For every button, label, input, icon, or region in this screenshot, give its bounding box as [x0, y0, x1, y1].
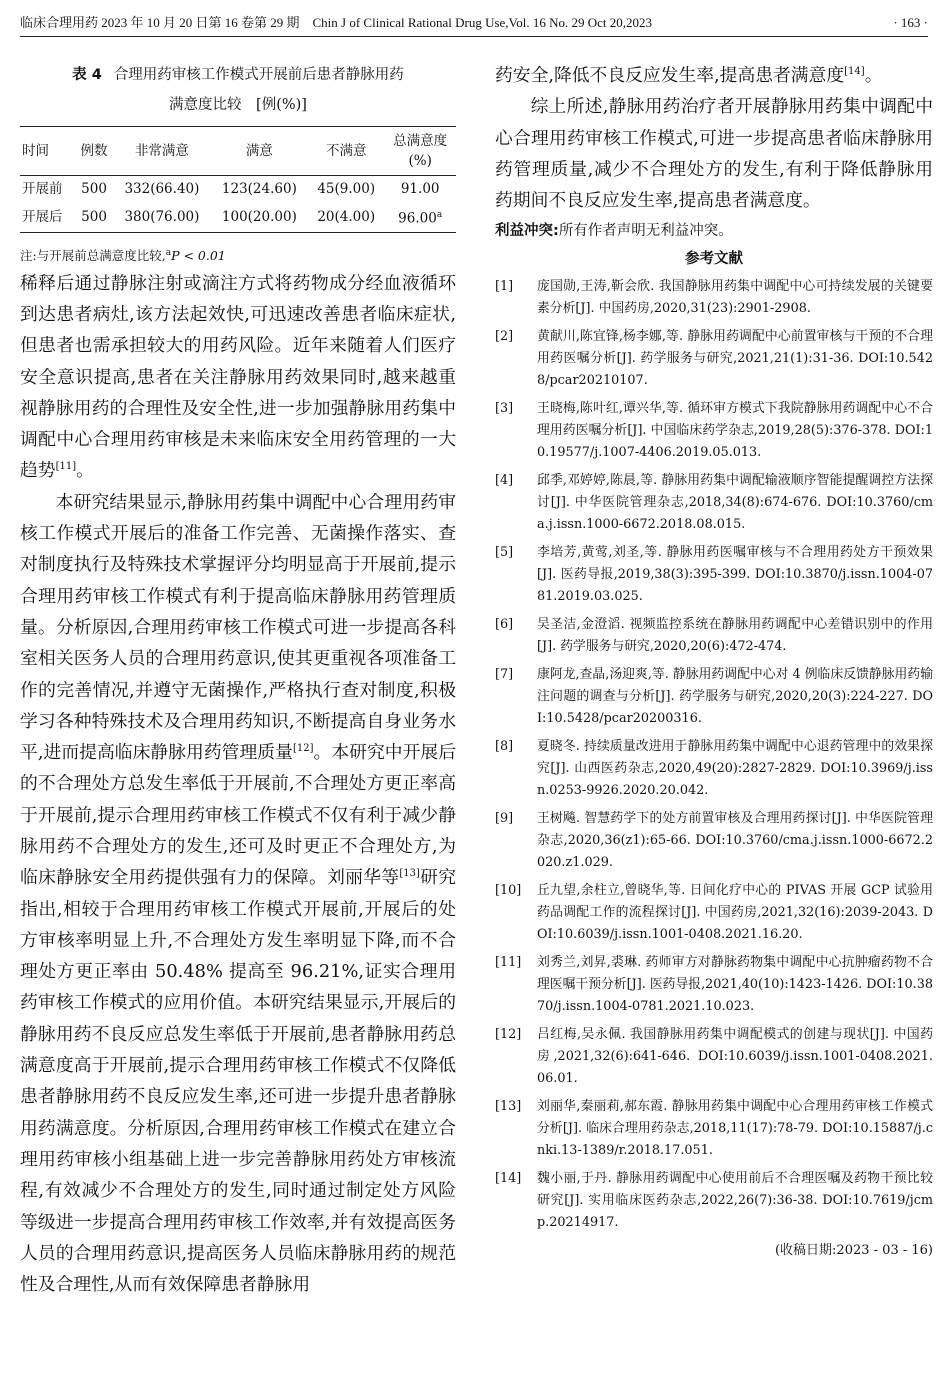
left-body-text — [20, 268, 456, 1301]
th-total-satisfaction: 总满意度 (%) — [393, 133, 448, 169]
th-very-satisfied: 非常满意 — [134, 143, 189, 159]
table-title-line2: 满意度比较 [例(%)] — [169, 97, 307, 113]
reference-item: [5] 李培芳,黄莺,刘圣,等. 静脉用药医嘱审核与不合理用药处方干预效果[J]. 医药导报,2019,38(3):395-399. DOI:10.3870/j.issn.1004-0781.2019.03.025. — [495, 545, 933, 605]
table-row: 开展前 500 332(66.40) 123(24.60) 45(9.00) 91.00 — [22, 181, 440, 197]
conclusion-paragraph: 综上所述,静脉用药治疗者开展静脉用药集中调配中心合理用药审核工作模式,可进一步提高患者临床静脉用药管理质量,减少不合理处方的发生,有利于降低静脉用药期间不良反应发生率,提高患者满意度。 — [495, 96, 933, 212]
reference-item: [1] 庞国勋,王涛,靳会欣. 我国静脉用药集中调配中心可持续发展的关键要素分析[J]. 中国药房,2020,31(23):2901-2908. — [495, 279, 933, 317]
reference-item: [10] 丘九望,余柱立,曾晓华,等. 日间化疗中心的 PIVAS 开展 GCP 试验用药品调配工作的流程探讨[J]. 中国药房,2021,32(16):2039-2043. DOI:10.6039/j.issn.1001-0408.2021.16.20. — [495, 883, 933, 943]
reference-item: [2] 黄献川,陈宜锋,杨李娜,等. 静脉用药调配中心前置审核与干预的不合理用药医嘱分析[J]. 药学服务与研究,2021,21(1):31-36. DOI:10.5428/pcar20210107. — [495, 329, 933, 389]
th-satisfied: 满意 — [245, 143, 273, 159]
table-note: 注:与开展前总满意度比较,$^a$P < 0.01 — [20, 247, 226, 263]
th-count: 例数 — [80, 143, 108, 159]
paragraph: 本研究结果显示,静脉用药集中调配中心合理用药审核工作模式开展后的准备工作完善、无菌操作落实、查对制度执行及特殊技术掌握评分均明显高于开展前,提示合理用药审核工作模式有利于提高临床静脉用药管理质量。分析原因,合理用药审核工作模式可进一步提高各科室相关医务人员的合理用药意识,使其更重视各项准备工作的完善情况,并遵守无菌操作,严格执行查对制度,积极学习各种特殊技术及合理用药知识,不断提高自身业务水平,进而提高临床静脉用药管理质量[12]。本研究中开展后的不合理处方总发生率低于开展前,不合理处方更正率高于开展前,提示合理用药审核工作模式不仅有利于减少静脉用药不合理处方的发生,还可及时更正不合理处方,为临床静脉安全用药提供强有力的保障。刘丽华等[13]研究指出,相较于合理用药审核工作模式开展前,开展后的处方审核率明显上升,不合理处方发生率明显下降,而不合理处方更正率由 50.48% 提高至 96.21%,证实合理用药审核工作模式的应用价值。本研究结果显示,开展后的静脉用药不良反应总发生率低于开展前,患者静脉用药总满意度高于开展前,提示合理用药审核工作模式不仅降低患者静脉用药不良反应发生率,还可进一步提升患者静脉用药满意度。分析原因,合理用药审核工作模式在建立合理用药审核小组基础上进一步完善静脉用药处方审核流程,有效减少不合理处方的发生,同时通过制定处方风险等级进一步提高合理用药审核工作效率,并有效提高医务人员的合理用药意识,提高医务人员临床静脉用药的规范性及合理性,从而有效保障患者静脉用 — [20, 491, 456, 1296]
reference-item: [8] 夏晓冬. 持续质量改进用于静脉用药集中调配中心退药管理中的效果探究[J]. 山西医药杂志,2020,49(20):2827-2829. DOI:10.3969/j.issn.0253-9926.2020.20.042. — [495, 739, 933, 799]
reference-item: [9] 王树飚. 智慧药学下的处方前置审核及合理用药探讨[J]. 中华医院管理杂志,2020,36(z1):65-66. DOI:10.3760/cma.j.issn.1000-6672.2020.z1.029. — [495, 811, 933, 871]
table-caption — [20, 60, 456, 120]
table-number: 表 4 — [72, 67, 102, 83]
reference-item: [12] 吕红梅,吴永佩. 我国静脉用药集中调配模式的创建与现状[J]. 中国药房,2021,32(6):641-646. DOI:10.6039/j.issn.1001-0408.2021.06.01. — [495, 1027, 933, 1087]
page-number: · 163 · — [893, 15, 928, 30]
table-row: 开展后 500 380(76.00) 100(20.00) 20(4.00) 96.00$^a$ — [20, 202, 456, 232]
references-title: 参考文献 — [685, 251, 743, 268]
table-header-row — [20, 127, 456, 176]
paragraph: 稀释后通过静脉注射或滴注方式将药物成分经血液循环到达患者病灶,该方法起效快,可迅速改善患者临床症状,但患者也需承担较大的用药风险。近年来随着人们医疗安全意识提高,患者在关注静脉用药效果同时,越来越重视静脉用药的合理性及安全性,进一步加强静脉用药集中调配中心合理用药审核是未来临床安全用药管理的一大趋势[11]。 — [20, 272, 456, 482]
left-column — [20, 60, 456, 1300]
reference-item: [7] 康阿龙,查晶,汤迎爽,等. 静脉用药调配中心对 4 例临床反馈静脉用药输注问题的调查与分析[J]. 药学服务与研究,2020,20(3):224-227. DOI:10.5428/pcar20200316. — [495, 667, 933, 727]
running-header — [20, 10, 928, 37]
reference-item: [3] 王晓梅,陈叶红,谭兴华,等. 循环审方模式下我院静脉用药调配中心不合理用药医嘱分析[J]. 中国临床药学杂志,2019,28(5):376-378. DOI:10.19577/j.1007-4406.2019.05.013. — [495, 401, 933, 461]
th-time: 时间 — [22, 143, 49, 159]
reference-item: [6] 吴圣洁,金澄滔. 视频监控系统在静脉用药调配中心差错识别中的作用[J]. 药学服务与研究,2020,20(6):472-474. — [495, 617, 933, 655]
right-column — [495, 60, 933, 1262]
th-unsatisfied: 不满意 — [325, 143, 367, 159]
reference-item: [13] 刘丽华,秦丽莉,郝东霞. 静脉用药集中调配中心合理用药审核工作模式分析[J]. 临床合理用药杂志,2018,11(17):78-79. DOI:10.15887/j.cnki.13-1389/r.2018.17.051. — [495, 1099, 933, 1159]
journal-info: 临床合理用药 2023 年 10 月 20 日第 16 卷第 29 期 Chin J of Clinical Rational Drug Use,Vol. 16 No. 29 Oct 20,2023 — [20, 15, 653, 30]
reference-item: [4] 邱季,邓婷婷,陈晨,等. 静脉用药集中调配输液顺序智能提醒调控方法探讨[J]. 中华医院管理杂志,2018,34(8):674-676. DOI:10.3760/cma.j.issn.1000-6672.2018.08.015. — [495, 473, 933, 533]
reference-item: [14] 魏小丽,于丹. 静脉用药调配中心使用前后不合理医嘱及药物干预比较研究[J]. 实用临床医药杂志,2022,26(7):36-38. DOI:10.7619/jcmp.20214917. — [495, 1171, 933, 1231]
received-date: (收稿日期:2023 - 03 - 16) — [774, 1243, 933, 1259]
table-title-line1: 合理用药审核工作模式开展前后患者静脉用药 — [113, 67, 404, 83]
paragraph: 药安全,降低不良反应发生率,提高患者满意度[14]。 — [495, 65, 883, 86]
conflict-of-interest: 利益冲突:所有作者声明无利益冲突。 — [495, 223, 733, 240]
satisfaction-table — [20, 126, 456, 233]
reference-list — [495, 276, 933, 1234]
right-body-text — [495, 60, 933, 216]
reference-item: [11] 刘秀兰,刘昇,裘琳. 药师审方对静脉药物集中调配中心抗肿瘤药物不合理医嘱干预分析[J]. 医药导报,2021,40(10):1423-1426. DOI:10.3870/j.issn.1004-0781.2021.10.023. — [495, 955, 933, 1015]
